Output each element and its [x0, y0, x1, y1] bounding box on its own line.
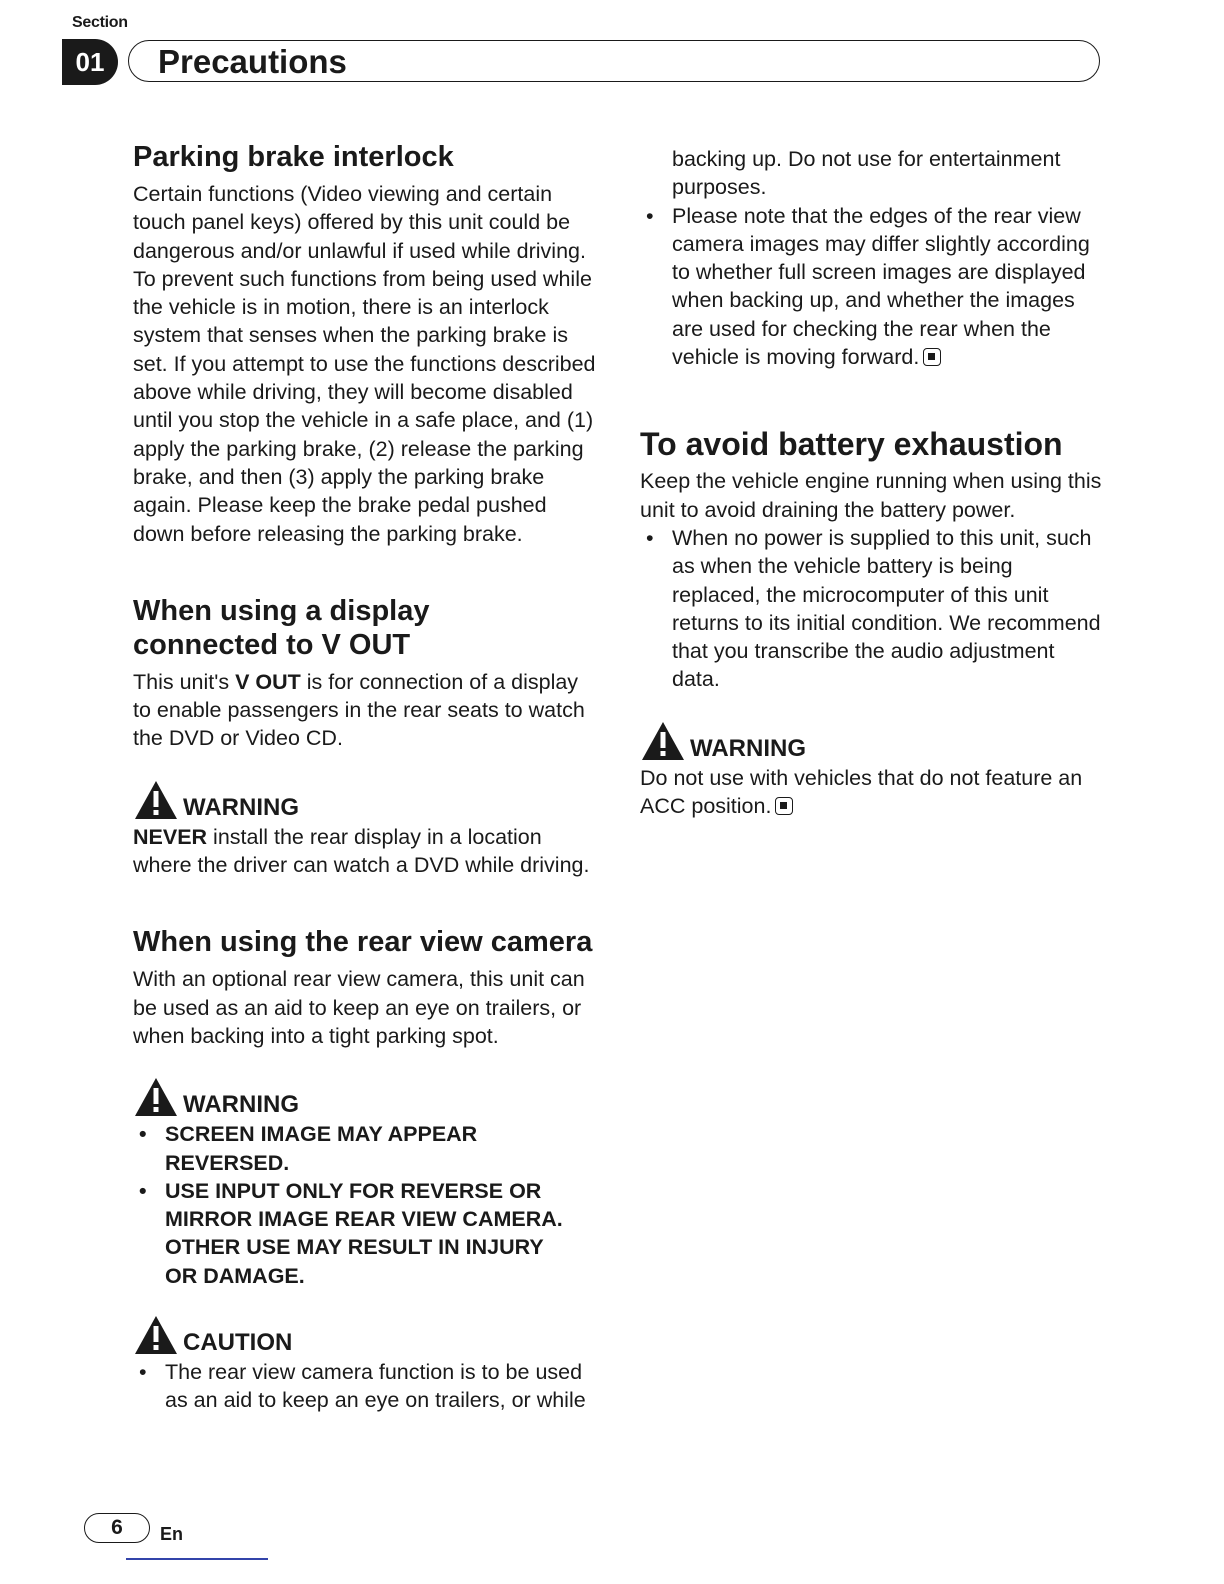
camera-warning-label: WARNING [183, 1091, 299, 1119]
end-mark-icon [775, 797, 793, 815]
parking-brake-heading: Parking brake interlock [133, 141, 454, 173]
camera-warning-heading [133, 1076, 601, 1118]
caution-icon [133, 1314, 179, 1356]
parking-brake-section [133, 140, 601, 548]
right-column [640, 145, 1105, 820]
list-item [133, 1358, 601, 1415]
camera-caution-list [133, 1358, 601, 1415]
continued-item: Please note that the edges of the rear view camera images may differ slightly according to whether full screen images are displayed when backing up, and whether the images are used for checking the rear when the vehicle is moving forward. [672, 203, 1090, 370]
battery-section [640, 427, 1105, 820]
battery-item: When no power is supplied to this unit, such as when the vehicle battery is being replaced, the microcomputer of this unit returns to its initial condition. We recommend that you transcribe the audio adjustment data. [672, 525, 1101, 692]
rear-camera-body: With an optional rear view camera, this unit can be used as an aid to keep an eye on trailers, or when backing into a tight parking spot. [133, 967, 585, 1048]
page-number: 6 [84, 1513, 150, 1543]
vout-warning-heading [133, 779, 601, 821]
vout-warning-text [133, 823, 601, 880]
continued-text: backing up. Do not use for entertainment purposes. [672, 147, 1061, 200]
warning-icon [133, 779, 179, 821]
end-mark-icon [923, 348, 941, 366]
battery-warning-body: Do not use with vehicles that do not feature an ACC position. [640, 765, 1083, 819]
rear-camera-heading: When using the rear view camera [133, 926, 593, 959]
camera-caution-heading [133, 1314, 601, 1356]
bullet: • [646, 203, 654, 228]
section-label: Section [72, 14, 128, 31]
rear-camera-section [133, 925, 601, 1414]
warning-icon [133, 1076, 179, 1118]
continued-list [640, 202, 1105, 372]
bullet: • [139, 1178, 147, 1203]
language-code: En [160, 1524, 184, 1544]
battery-body: Keep the vehicle engine running when using this unit to avoid draining the battery power. [640, 469, 1102, 522]
battery-list [640, 524, 1105, 694]
vout-heading: When using a display connected to V OUT [133, 594, 430, 661]
parking-brake-body: Certain functions (Video viewing and certain touch panel keys) offered by this unit could be dangerous and/or unlawful if used while driving. To prevent such functions from being used while the vehicle is in motion, there is an interlock system that senses when the parking brake is set. If you attempt to use the functions described above while driving, they will become disabled until you stop the vehicle in a safe place, and (1) apply the parking brake, (2) release the parking brake, and then (3) apply the parking brake again. Please keep the brake pedal pushed down before releasing the parking brake. [133, 182, 596, 546]
vout-body [133, 668, 601, 753]
camera-caution-label: CAUTION [183, 1329, 293, 1357]
camera-caution-item: The rear view camera function is to be used as an aid to keep an eye on trailers, or while [165, 1360, 586, 1413]
list-item [133, 1177, 573, 1290]
battery-warning-heading [640, 720, 1105, 762]
battery-heading: To avoid battery exhaustion [640, 426, 1063, 463]
bullet: • [646, 525, 654, 550]
camera-warning-item-1: SCREEN IMAGE MAY APPEAR REVERSED. [165, 1122, 478, 1175]
warning-icon [640, 720, 686, 762]
section-number-badge: 01 [62, 39, 118, 85]
vout-body-prefix: This unit's [133, 669, 236, 694]
vout-warning-label: WARNING [183, 793, 299, 821]
vout-body-bold: V OUT [235, 669, 301, 694]
footer-rule [126, 1558, 268, 1560]
vout-section [133, 594, 601, 879]
camera-warning-list [133, 1120, 573, 1290]
list-item [133, 1120, 573, 1177]
page-title: Precautions [158, 43, 347, 80]
vout-warning-rest: install the rear display in a location where the driver can watch a DVD while driving. [133, 824, 590, 878]
list-item [640, 202, 1105, 372]
left-column [133, 140, 601, 1415]
battery-warning-label: WARNING [690, 734, 806, 762]
battery-warning-text [640, 764, 1105, 821]
vout-body-suffix: is for connection of a display to enable passengers in the rear seats to watch the DVD or Video CD. [133, 669, 585, 751]
list-item [640, 524, 1105, 694]
vout-warning-bold: NEVER [133, 824, 208, 849]
camera-warning-item-2: USE INPUT ONLY FOR REVERSE OR MIRROR IMAGE REAR VIEW CAMERA. OTHER USE MAY RESULT IN INJURY OR DAMAGE. [165, 1178, 563, 1288]
bullet: • [139, 1122, 147, 1147]
bullet: • [139, 1360, 147, 1385]
